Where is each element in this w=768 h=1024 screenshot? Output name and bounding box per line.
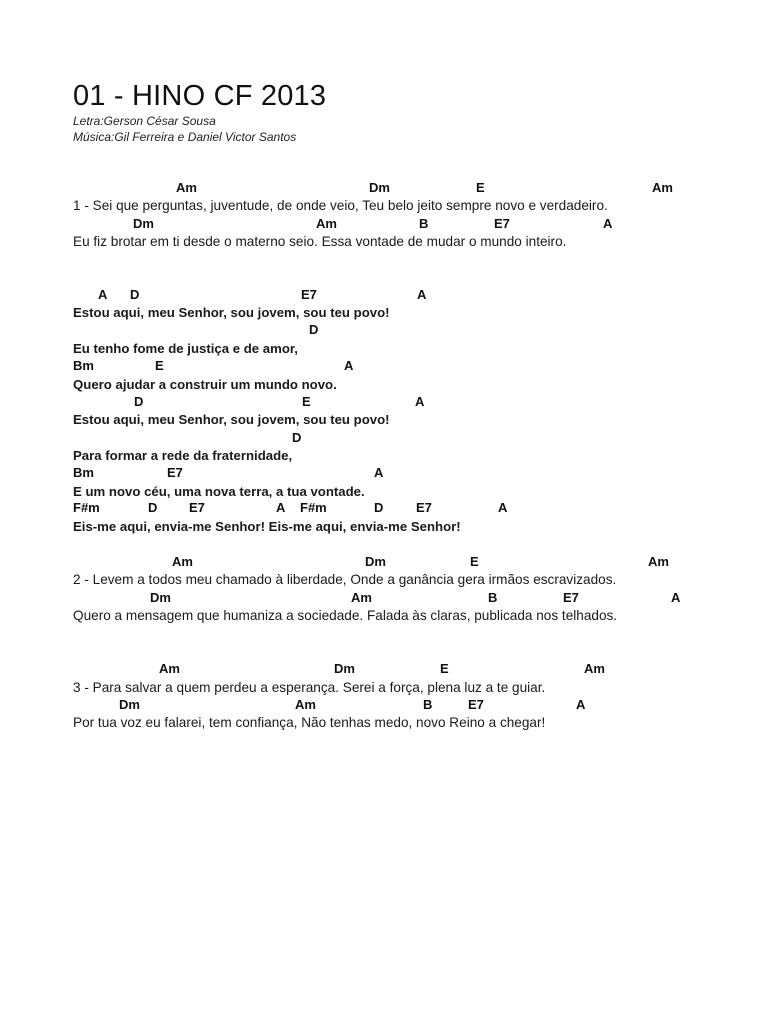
chord-label: Am: [159, 661, 180, 676]
chord-label: E7: [494, 216, 510, 231]
chord-label: Am: [648, 554, 669, 569]
chord-label: Am: [316, 216, 337, 231]
chord-label: Am: [351, 590, 372, 605]
chord-label: E7: [416, 500, 432, 515]
chord-label: A: [98, 287, 108, 302]
refrain-lyric-line: Estou aqui, meu Senhor, sou jovem, sou teu povo!: [73, 305, 390, 320]
chord-label: Dm: [334, 661, 355, 676]
refrain-lyric-line: Eu tenho fome de justiça e de amor,: [73, 341, 298, 356]
chord-label: B: [423, 697, 433, 712]
chord-label: Am: [172, 554, 193, 569]
chord-label: D: [130, 287, 140, 302]
chord-label: Am: [584, 661, 605, 676]
chord-label: A: [374, 465, 384, 480]
verse-lyric-line: 2 - Levem a todos meu chamado à liberdade, Onde a ganância gera irmãos escravizados.: [73, 572, 617, 587]
chord-label: F#m: [300, 500, 327, 515]
chord-label: A: [498, 500, 508, 515]
chord-label: A: [415, 394, 425, 409]
refrain-lyric-line: Quero ajudar a construir um mundo novo.: [73, 377, 337, 392]
chord-label: Bm: [73, 358, 94, 373]
chord-label: Am: [295, 697, 316, 712]
song-title: 01 - HINO CF 2013: [73, 80, 327, 112]
refrain-lyric-line: Estou aqui, meu Senhor, sou jovem, sou teu povo!: [73, 412, 390, 427]
chord-label: Am: [652, 180, 673, 195]
chord-label: E: [440, 661, 449, 676]
chord-label: B: [419, 216, 429, 231]
chord-label: E7: [563, 590, 579, 605]
chord-label: E: [476, 180, 485, 195]
chord-label: D: [374, 500, 384, 515]
chord-label: Bm: [73, 465, 94, 480]
chord-label: A: [344, 358, 354, 373]
chord-label: A: [603, 216, 613, 231]
verse-lyric-line: 1 - Sei que perguntas, juventude, de onde veio, Teu belo jeito sempre novo e verdadeiro.: [73, 198, 608, 213]
chord-label: Dm: [119, 697, 140, 712]
verse-lyric-line: Quero a mensagem que humaniza a sociedade. Falada às claras, publicada nos telhados.: [73, 608, 618, 623]
verse-lyric-line: 3 - Para salvar a quem perdeu a esperança. Serei a força, plena luz a te guiar.: [73, 680, 546, 695]
chord-label: E7: [468, 697, 484, 712]
chord-label: B: [488, 590, 498, 605]
chord-label: Dm: [365, 554, 386, 569]
chord-label: A: [417, 287, 427, 302]
chord-label: Am: [176, 180, 197, 195]
chord-label: E7: [167, 465, 183, 480]
refrain-lyric-line: E um novo céu, uma nova terra, a tua vontade.: [73, 484, 365, 499]
verse-lyric-line: Por tua voz eu falarei, tem confiança, Não tenhas medo, novo Reino a chegar!: [73, 715, 546, 730]
chord-label: A: [576, 697, 586, 712]
chord-label: D: [309, 322, 319, 337]
chord-label: D: [148, 500, 158, 515]
chord-label: Dm: [133, 216, 154, 231]
lyricist-credit: Letra:Gerson César Sousa: [73, 114, 216, 128]
refrain-lyric-line: Eis-me aqui, envia-me Senhor! Eis-me aqui, envia-me Senhor!: [73, 519, 461, 534]
refrain-lyric-line: Para formar a rede da fraternidade,: [73, 448, 293, 463]
chord-label: Dm: [150, 590, 171, 605]
chord-label: D: [134, 394, 144, 409]
chord-label: F#m: [73, 500, 100, 515]
chord-label: D: [292, 430, 302, 445]
chord-label: E7: [301, 287, 317, 302]
chord-label: E: [155, 358, 164, 373]
chord-label: E7: [189, 500, 205, 515]
chord-label: E: [302, 394, 311, 409]
chord-label: Dm: [369, 180, 390, 195]
chord-label: E: [470, 554, 479, 569]
chord-label: A: [671, 590, 681, 605]
verse-lyric-line: Eu fiz brotar em ti desde o materno seio. Essa vontade de mudar o mundo inteiro.: [73, 234, 567, 249]
composer-credit: Música:Gil Ferreira e Daniel Victor Santos: [73, 130, 297, 144]
chord-label: A: [276, 500, 286, 515]
